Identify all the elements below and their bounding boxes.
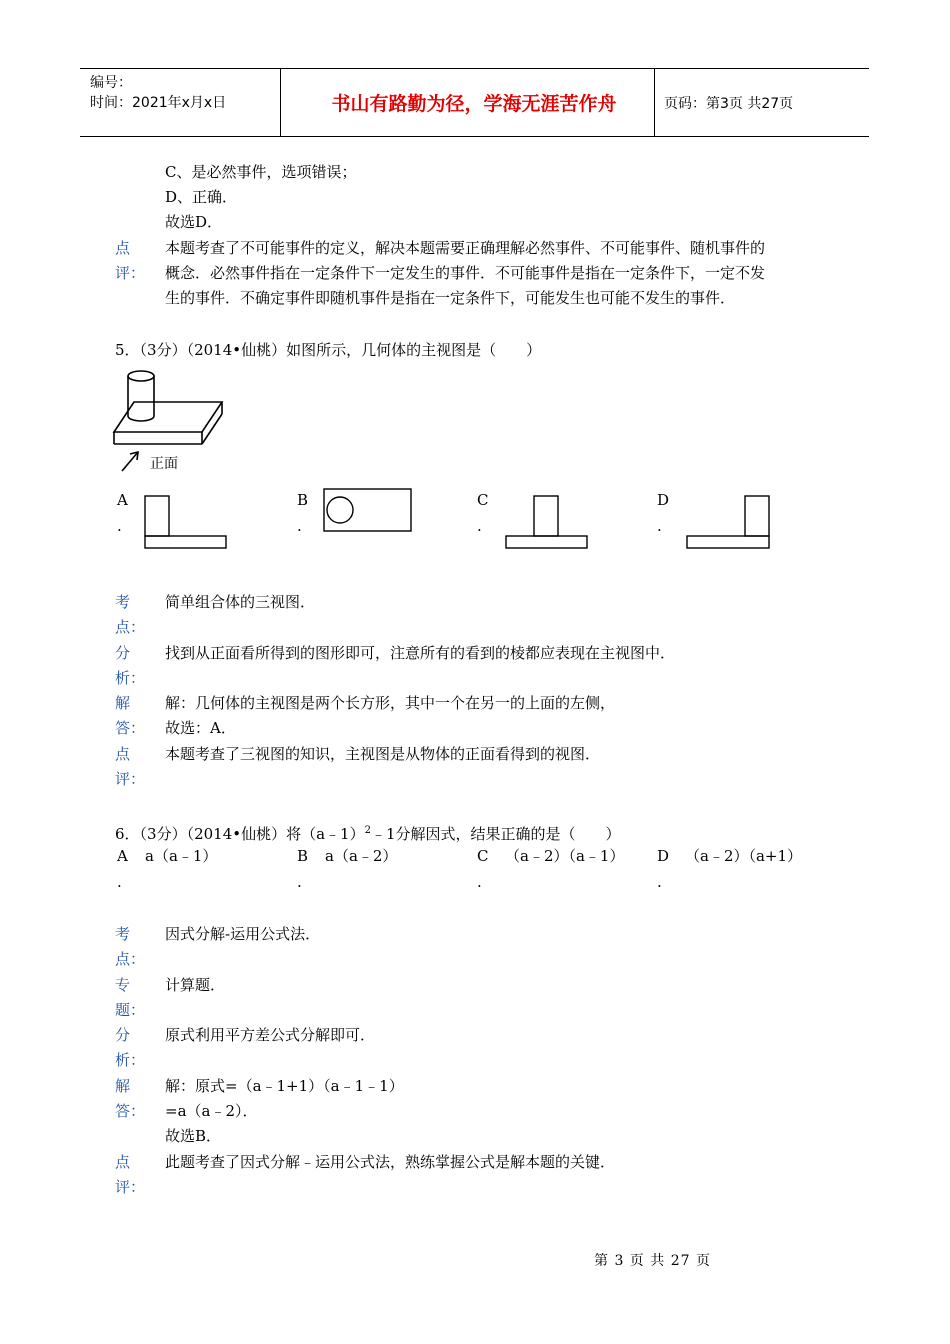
q5-jieda-label: 解 [115,694,131,712]
q5-jieda-label: 答： [115,719,146,737]
q6-zhuanti-label: 专 [115,976,131,994]
q5-jieda-line: 解：几何体的主视图是两个长方形，其中一个在另一的上面的左侧， [165,694,616,712]
q5-option-c-figure[interactable] [503,494,591,552]
q6-option-a[interactable]: a（a﹣1） [145,847,218,865]
q5-option-dot: . [117,517,122,535]
q4-line-d: D、正确． [165,188,238,206]
page-header [80,68,869,137]
q6-option-c[interactable]: （a﹣2）（a﹣1） [505,847,625,865]
q4-comment-label: 评： [115,264,146,282]
q6-kaodian-label: 点： [115,950,146,968]
q6-fenxi: 原式利用平方差公式分解即可． [165,1026,376,1044]
header-motto: 书山有路勤为径，学海无涯苦作舟 [331,93,617,115]
q6-option-d[interactable]: （a﹣2）（a+1） [685,847,803,865]
q5-option-a-figure[interactable] [142,494,230,552]
q5-option-dot: . [477,517,482,535]
header-number: 编号： [90,75,132,91]
q6-option-dot: . [657,873,662,891]
q4-answer: 故选D． [165,213,223,231]
q5-fenxi-label: 分 [115,644,131,662]
q6-dianping: 此题考查了因式分解﹣运用公式法，熟练掌握公式是解本题的关键． [165,1153,616,1171]
q5-jieda-line: 故选：A． [165,719,236,737]
q5-kaodian-label: 考 [115,593,131,611]
q4-comment-line: 本题考查了不可能事件的定义，解决本题需要正确理解必然事件、不可能事件、随机事件的 [165,239,766,257]
q5-option-letter: D [657,491,670,509]
header-time: 时间：2021年x月x日 [90,95,227,111]
q6-kaodian: 因式分解-运用公式法． [165,925,321,943]
header-page: 页码：第3页 共27页 [664,96,794,112]
q6-option-letter: C [477,847,489,865]
q6-option-b[interactable]: a（a﹣2） [325,847,398,865]
q5-option-b-figure[interactable] [322,487,414,535]
q6-stem [115,818,621,847]
q5-option-dot: . [297,517,302,535]
q5-option-letter: B [297,491,309,509]
q6-jieda-label: 答： [115,1102,146,1120]
q6-dianping-label: 点 [115,1153,131,1171]
q6-option-dot: . [117,873,122,891]
q6-option-dot: . [477,873,482,891]
q5-stem: 5．（3分）（2014•仙桃）如图所示，几何体的主视图是（ ） [115,341,542,359]
q6-stem-part: ﹣1分解因式，结果正确的是（ ） [370,825,621,843]
q6-stem-exponent: 2 [364,825,371,836]
q6-zhuanti-label: 题： [115,1001,146,1019]
q6-jieda-line: 故选B． [165,1127,222,1145]
page-footer: 第 3 页 共 27 页 [594,1253,711,1269]
q5-option-letter: A [117,491,128,509]
q6-dianping-label: 评： [115,1178,146,1196]
q5-kaodian-label: 点： [115,618,146,636]
q6-stem-part: 6．（3分）（2014•仙桃）将（a﹣1） [115,825,365,843]
q6-jieda-label: 解 [115,1077,131,1095]
q6-option-letter: A [117,847,128,865]
q5-kaodian: 简单组合体的三视图． [165,593,316,611]
q5-dianping-label: 点 [115,745,131,763]
q4-comment-line: 生的事件．不确定事件即随机事件是指在一定条件下，可能发生也可能不发生的事件． [165,289,736,307]
q6-jieda-line: =a（a﹣2）． [165,1102,258,1120]
q6-option-dot: . [297,873,302,891]
q6-fenxi-label: 析： [115,1051,146,1069]
q5-dianping-label: 评： [115,770,146,788]
q5-figure-front-label: 正面 [150,456,178,472]
q4-comment-line: 概念．必然事件指在一定条件下一定发生的事件．不可能事件是指在一定条件下，一定不发 [165,264,766,282]
q6-jieda-line: 解：原式=（a﹣1+1）（a﹣1﹣1） [165,1077,404,1095]
q5-dianping: 本题考查了三视图的知识，主视图是从物体的正面看得到的视图． [165,745,601,763]
header-divider [654,69,655,136]
q5-option-d-figure[interactable] [684,494,772,552]
q5-fenxi: 找到从正面看所得到的图形即可，注意所有的看到的棱都应表现在主视图中． [165,644,676,662]
q5-fenxi-label: 析： [115,669,146,687]
q6-zhuanti: 计算题． [165,976,226,994]
header-divider [280,69,281,136]
q5-option-letter: C [477,491,489,509]
q4-line-c: C、是必然事件，选项错误； [165,163,357,181]
q4-comment-label: 点 [115,239,131,257]
q6-option-letter: B [297,847,309,865]
q5-option-dot: . [657,517,662,535]
q6-fenxi-label: 分 [115,1026,131,1044]
q6-kaodian-label: 考 [115,925,131,943]
q6-option-letter: D [657,847,670,865]
